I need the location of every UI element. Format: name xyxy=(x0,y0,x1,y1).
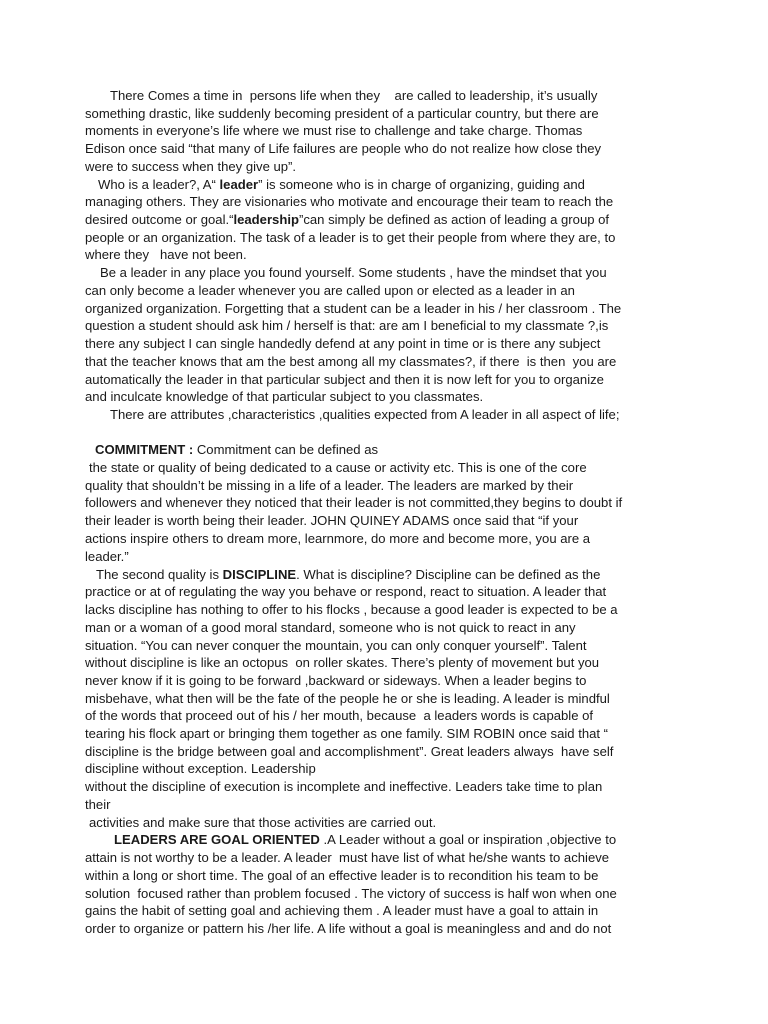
text-run: and inculcate knowledge of that particular subject to you classmates. xyxy=(85,389,484,404)
text-line xyxy=(85,317,608,335)
text-run: question a student should ask him / herself is that: are am I beneficial to my classmate ?,is xyxy=(85,318,609,333)
text-line xyxy=(110,406,619,424)
text-line xyxy=(110,87,597,105)
text-line xyxy=(85,122,582,140)
text-line xyxy=(85,300,621,318)
text-line xyxy=(85,335,600,353)
text-run: tearing his flock apart or bringing them together as one family. SIM ROBIN once said that “ xyxy=(85,726,609,741)
text-run: . What is discipline? Discipline can be defined as the xyxy=(296,567,601,582)
text-run: gains the habit of setting goal and achieving them . A leader must have a goal to attain in xyxy=(85,903,599,918)
text-line xyxy=(95,441,378,459)
text-run: their leader is worth being their leader. JOHN QUINEY ADAMS once said that “if your xyxy=(85,513,579,528)
text-run: actions inspire others to dream more, learnmore, do more and become more, you are a xyxy=(85,531,591,546)
text-line xyxy=(89,459,587,477)
text-line xyxy=(85,778,602,796)
text-run: the state or quality of being dedicated to a cause or activity etc. This is one of the core xyxy=(89,460,587,475)
text-line xyxy=(85,371,604,389)
text-line xyxy=(85,796,110,814)
text-line xyxy=(85,760,316,778)
text-run: practice or at of regulating the way you behave or respond, react to situation. A leader that xyxy=(85,584,607,599)
text-run: man or a woman of a good moral standard, someone who is not quick to react in any xyxy=(85,620,576,635)
text-run: ”can simply be defined as action of leading a group of xyxy=(298,212,610,227)
text-line xyxy=(85,282,575,300)
text-run: desired outcome or goal.“ xyxy=(85,212,234,227)
text-run: order to organize or pattern his /her life. A life without a goal is meaningless and and do not xyxy=(85,921,612,936)
text-line xyxy=(85,512,578,530)
text-run: can only become a leader whenever you are called upon or elected as a leader in an xyxy=(85,283,575,298)
text-line xyxy=(85,583,606,601)
text-line xyxy=(114,831,616,849)
text-run: There are attributes ,characteristics ,qualities expected from A leader in all aspect of life; xyxy=(110,407,620,422)
text-run: moments in everyone’s life where we must rise to challenge and take charge. Thomas xyxy=(85,123,583,138)
text-run: discipline without exception. Leadership xyxy=(85,761,316,776)
text-run: situation. “You can never conquer the mountain, you can only conquer yourself”. Talent xyxy=(85,638,587,653)
text-line xyxy=(85,902,598,920)
text-run: Edison once said “that many of Life failures are people who do not realize how close they xyxy=(85,141,602,156)
text-run: without discipline is like an octopus on roller skates. There’s plenty of movement but you xyxy=(85,655,600,670)
text-line xyxy=(85,654,599,672)
text-line xyxy=(85,229,615,247)
text-line xyxy=(85,725,608,743)
text-run: Who is a leader?, A“ xyxy=(98,177,220,192)
text-run: where they have not been. xyxy=(85,247,247,262)
text-run: something drastic, like suddenly becoming president of a particular country, but there are xyxy=(85,106,599,121)
text-line xyxy=(85,193,613,211)
text-line xyxy=(85,743,613,761)
text-line xyxy=(100,264,607,282)
text-line xyxy=(85,494,622,512)
text-run: were to success when they give up”. xyxy=(85,159,297,174)
text-run: of the words that proceed out of his / her mouth, because a leaders words is capable of xyxy=(85,708,594,723)
text-run: activities and make sure that those activities are carried out. xyxy=(89,815,437,830)
text-run: their xyxy=(85,797,111,812)
text-run: leader.” xyxy=(85,549,129,564)
text-line xyxy=(85,105,599,123)
text-run: discipline is the bridge between goal and accomplishment”. Great leaders always have self xyxy=(85,744,614,759)
text-run: within a long or short time. The goal of an effective leader is to recondition his team to be xyxy=(85,868,599,883)
text-line xyxy=(98,176,585,194)
text-line xyxy=(85,867,598,885)
bold-term: LEADERS ARE GOAL ORIENTED xyxy=(114,832,320,847)
text-run: people or an organization. The task of a leader is to get their people from where they are, to xyxy=(85,230,616,245)
text-line xyxy=(96,566,600,584)
text-run: never know if it is going to be forward ,backward or sideways. When a leader begins to xyxy=(85,673,587,688)
text-line xyxy=(85,619,576,637)
text-line xyxy=(85,158,296,176)
text-run: followers and whenever they noticed that their leader is not committed,they begins to doubt if xyxy=(85,495,623,510)
text-line xyxy=(85,707,593,725)
text-run: quality that shouldn’t be missing in a life of a leader. The leaders are marked by their xyxy=(85,478,574,493)
text-run: The second quality is xyxy=(96,567,223,582)
text-run: Be a leader in any place you found yourself. Some students , have the mindset that you xyxy=(100,265,607,280)
text-line xyxy=(85,672,586,690)
text-run: solution focused rather than problem focused . The victory of success is half won when one xyxy=(85,886,617,901)
text-line xyxy=(85,477,573,495)
text-run: automatically the leader in that particular subject and then it is now left for you to organize xyxy=(85,372,604,387)
text-line xyxy=(85,601,618,619)
text-run: organized organization. Forgetting that a student can be a leader in his / her classroom . The xyxy=(85,301,622,316)
text-line xyxy=(85,211,609,229)
text-run: attain is not worthy to be a leader. A leader must have list of what he/she wants to achieve xyxy=(85,850,610,865)
bold-term: leadership xyxy=(233,212,299,227)
text-line xyxy=(89,814,436,832)
text-run: ” is someone who is in charge of organizing, guiding and xyxy=(258,177,585,192)
text-run: lacks discipline has nothing to offer to his flocks , because a good leader is expected to be a xyxy=(85,602,618,617)
text-line xyxy=(85,885,617,903)
text-run: managing others. They are visionaries who motivate and encourage their team to reach the xyxy=(85,194,614,209)
text-run: misbehave, what then will be the fate of the people he or she is leading. A leader is mindful xyxy=(85,691,610,706)
bold-term: COMMITMENT : xyxy=(95,442,194,457)
bold-term: DISCIPLINE xyxy=(222,567,297,582)
text-line xyxy=(85,690,610,708)
text-run: There Comes a time in persons life when they are called to leadership, it’s usually xyxy=(110,88,598,103)
text-run: that the teacher knows that am the best among all my classmates?, if there is then you are xyxy=(85,354,617,369)
text-line xyxy=(85,548,129,566)
text-line xyxy=(85,920,611,938)
text-line xyxy=(85,637,587,655)
text-line xyxy=(85,140,601,158)
text-line xyxy=(85,353,616,371)
text-line xyxy=(85,530,590,548)
text-run: .A Leader without a goal or inspiration ,objective to xyxy=(319,832,617,847)
text-line xyxy=(85,388,483,406)
text-line xyxy=(85,849,609,867)
bold-term: leader xyxy=(219,177,259,192)
text-run: without the discipline of execution is incomplete and ineffective. Leaders take time to plan xyxy=(85,779,603,794)
text-line xyxy=(85,246,247,264)
text-run: Commitment can be defined as xyxy=(193,442,379,457)
text-run: there any subject I can single handedly defend at any point in time or is there any subject xyxy=(85,336,601,351)
